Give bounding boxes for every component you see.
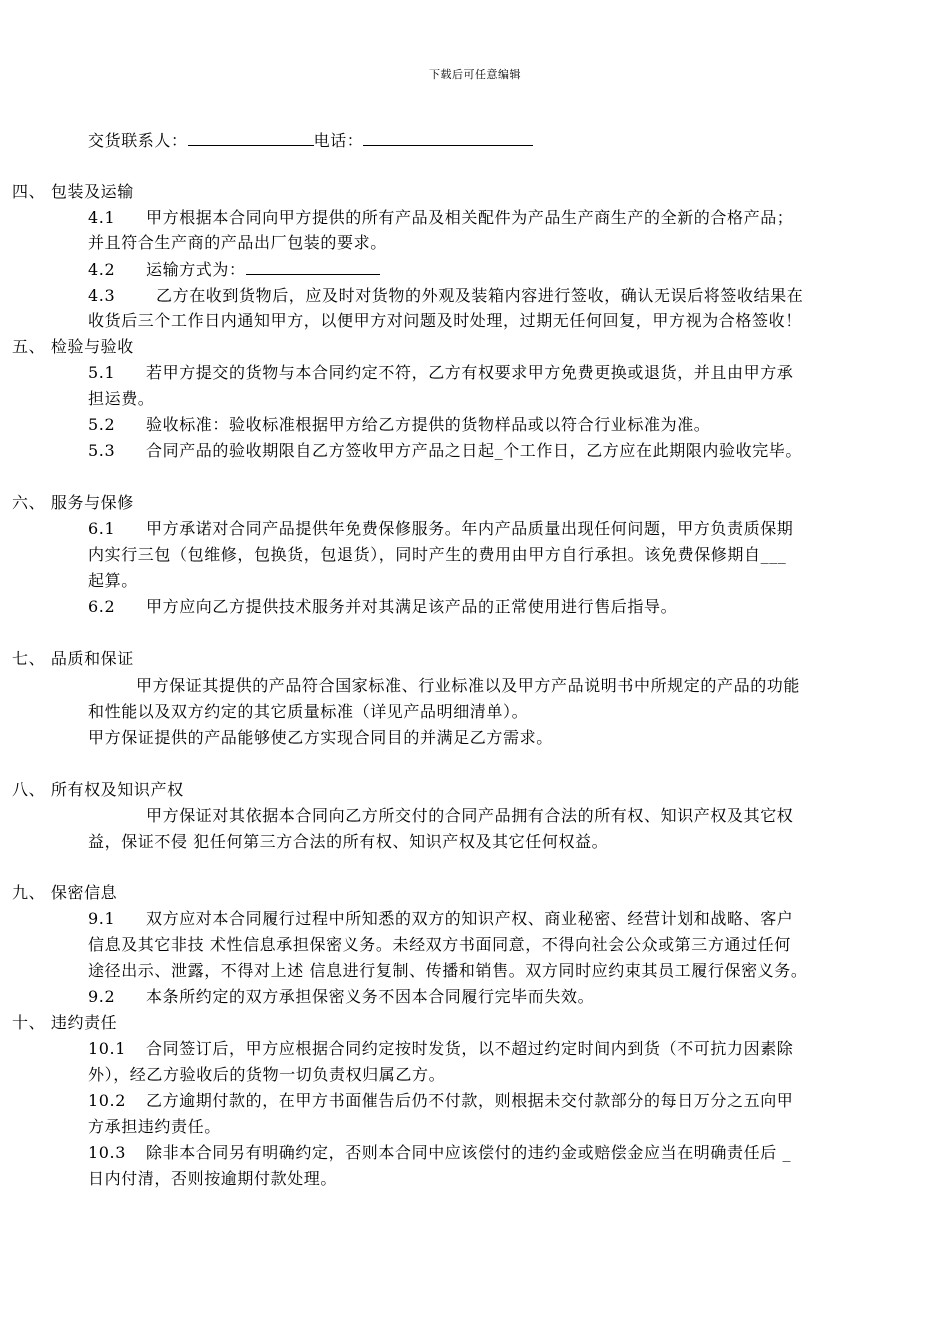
clause-text: 双方应对本合同履行过程中所知悉的双方的知识产权、商业秘密、经营计划和战略、客户 <box>146 909 794 928</box>
clause-6-1-line-1 <box>88 519 793 539</box>
section-4-title: 四、 包装及运输 <box>12 182 134 201</box>
clause-10-1-line-2: 外），经乙方验收后的货物一切负责权归属乙方。 <box>88 1065 446 1084</box>
clause-number: 5.1 <box>88 363 116 382</box>
clause-text: 合同产品的验收期限自乙方签收甲方产品之日起_个工作日，乙方应在此期限内验收完毕。 <box>146 441 803 460</box>
clause-4-1-line-2: 并且符合生产商的产品出厂包装的要求。 <box>88 233 387 252</box>
contact-person-label: 交货联系人： <box>88 131 188 150</box>
clause-6-1-line-2: 内实行三包（包维修，包换货，包退货），同时产生的费用由甲方自行承担。该免费保修期自___ <box>88 545 787 564</box>
clause-10-3-line-2: 日内付清，否则按逾期付款处理。 <box>88 1169 338 1188</box>
clause-10-3-line-1 <box>88 1143 791 1163</box>
clause-number: 4.3 <box>88 286 116 305</box>
clause-text: 甲方根据本合同向甲方提供的所有产品及相关配件为产品生产商生产的全新的合格产品； <box>146 208 794 227</box>
clause-number: 10.2 <box>88 1091 127 1110</box>
clause-text: 本条所约定的双方承担保密义务不因本合同履行完毕而失效。 <box>146 987 595 1006</box>
clause-text: 合同签订后，甲方应根据合同约定按时发货，以不超过约定时间内到货（不可抗力因素除 <box>146 1039 794 1058</box>
clause-number: 10.1 <box>88 1039 127 1058</box>
clause-number: 5.2 <box>88 415 116 434</box>
clause-number: 10.3 <box>88 1143 127 1162</box>
section-5-title: 五、 检验与验收 <box>12 337 134 356</box>
clause-number: 6.2 <box>88 597 116 616</box>
clause-text: 甲方承诺对合同产品提供年免费保修服务。年内产品质量出现任何问题，甲方负责质保期 <box>146 519 794 538</box>
section-7-title: 七、 品质和保证 <box>12 649 134 668</box>
clause-5-1-line-1 <box>88 363 793 383</box>
clause-number: 4.2 <box>88 260 116 279</box>
section-7-para-1-line-2: 和性能以及双方约定的其它质量标准（详见产品明细清单）。 <box>88 702 529 721</box>
clause-text: 运输方式为： <box>146 260 246 279</box>
transport-method-blank <box>246 260 380 275</box>
clause-text: 乙方在收到货物后，应及时对货物的外观及装箱内容进行签收，确认无误后将签收结果在 <box>156 286 804 305</box>
clause-text: 验收标准：验收标准根据甲方给乙方提供的货物样品或以符合行业标准为准。 <box>146 415 711 434</box>
clause-number: 9.1 <box>88 909 116 928</box>
clause-10-1-line-1 <box>88 1039 793 1059</box>
section-6-title: 六、 服务与保修 <box>12 493 134 512</box>
clause-4-1-line-1 <box>88 208 793 228</box>
section-8-para-line-1: 甲方保证对其依据本合同向乙方所交付的合同产品拥有合法的所有权、知识产权及其它权 <box>146 806 794 825</box>
clause-9-1-line-2: 信息及其它非技 术性信息承担保密义务。未经双方书面同意，不得向社会公众或第三方通过任何 <box>88 935 791 954</box>
clause-number: 9.2 <box>88 987 116 1006</box>
clause-4-3-line-2: 收货后三个工作日内通知甲方，以便甲方对问题及时处理，过期无任何回复，甲方视为合格签收！ <box>88 311 802 330</box>
section-10-title: 十、 违约责任 <box>12 1013 118 1032</box>
clause-9-2 <box>88 987 594 1007</box>
clause-number: 4.1 <box>88 208 116 227</box>
section-8-title: 八、 所有权及知识产权 <box>12 780 184 799</box>
clause-9-1-line-3: 途径出示、泄露，不得对上述 信息进行复制、传播和销售。双方同时应约束其员工履行保密义务。 <box>88 961 808 980</box>
header-note: 下载后可任意编辑 <box>429 68 521 81</box>
clause-9-1-line-1 <box>88 909 793 929</box>
clause-text: 甲方应向乙方提供技术服务并对其满足该产品的正常使用进行售后指导。 <box>146 597 678 616</box>
clause-5-3 <box>88 441 802 461</box>
clause-6-1-line-3: 起算。 <box>88 571 138 590</box>
clause-4-3-line-1 <box>88 286 803 306</box>
section-7-para-2: 甲方保证提供的产品能够使乙方实现合同目的并满足乙方需求。 <box>88 728 553 747</box>
section-7-para-1-line-1: 甲方保证其提供的产品符合国家标准、行业标准以及甲方产品说明书中所规定的产品的功能 <box>136 676 801 695</box>
clause-5-1-line-2: 担运费。 <box>88 389 155 408</box>
clause-number: 5.3 <box>88 441 116 460</box>
section-8-para-line-2: 益，保证不侵 犯任何第三方合法的所有权、知识产权及其它任何权益。 <box>88 832 609 851</box>
clause-number: 6.1 <box>88 519 116 538</box>
clause-text: 乙方逾期付款的，在甲方书面催告后仍不付款，则根据未交付款部分的每日万分之五向甲 <box>146 1091 794 1110</box>
contact-line <box>88 131 533 151</box>
clause-text: 若甲方提交的货物与本合同约定不符，乙方有权要求甲方免费更换或退货，并且由甲方承 <box>146 363 794 382</box>
clause-text: 除非本合同另有明确约定，否则本合同中应该偿付的违约金或赔偿金应当在明确责任后 _ <box>146 1143 792 1162</box>
section-9-title: 九、 保密信息 <box>12 883 118 902</box>
clause-6-2 <box>88 597 677 617</box>
clause-5-2 <box>88 415 710 435</box>
clause-10-2-line-1 <box>88 1091 793 1111</box>
contact-phone-label: 电话： <box>313 131 364 150</box>
clause-4-2 <box>88 260 380 280</box>
clause-10-2-line-2: 方承担违约责任。 <box>88 1117 221 1136</box>
contact-phone-blank <box>363 131 533 146</box>
contact-person-blank <box>188 131 314 146</box>
